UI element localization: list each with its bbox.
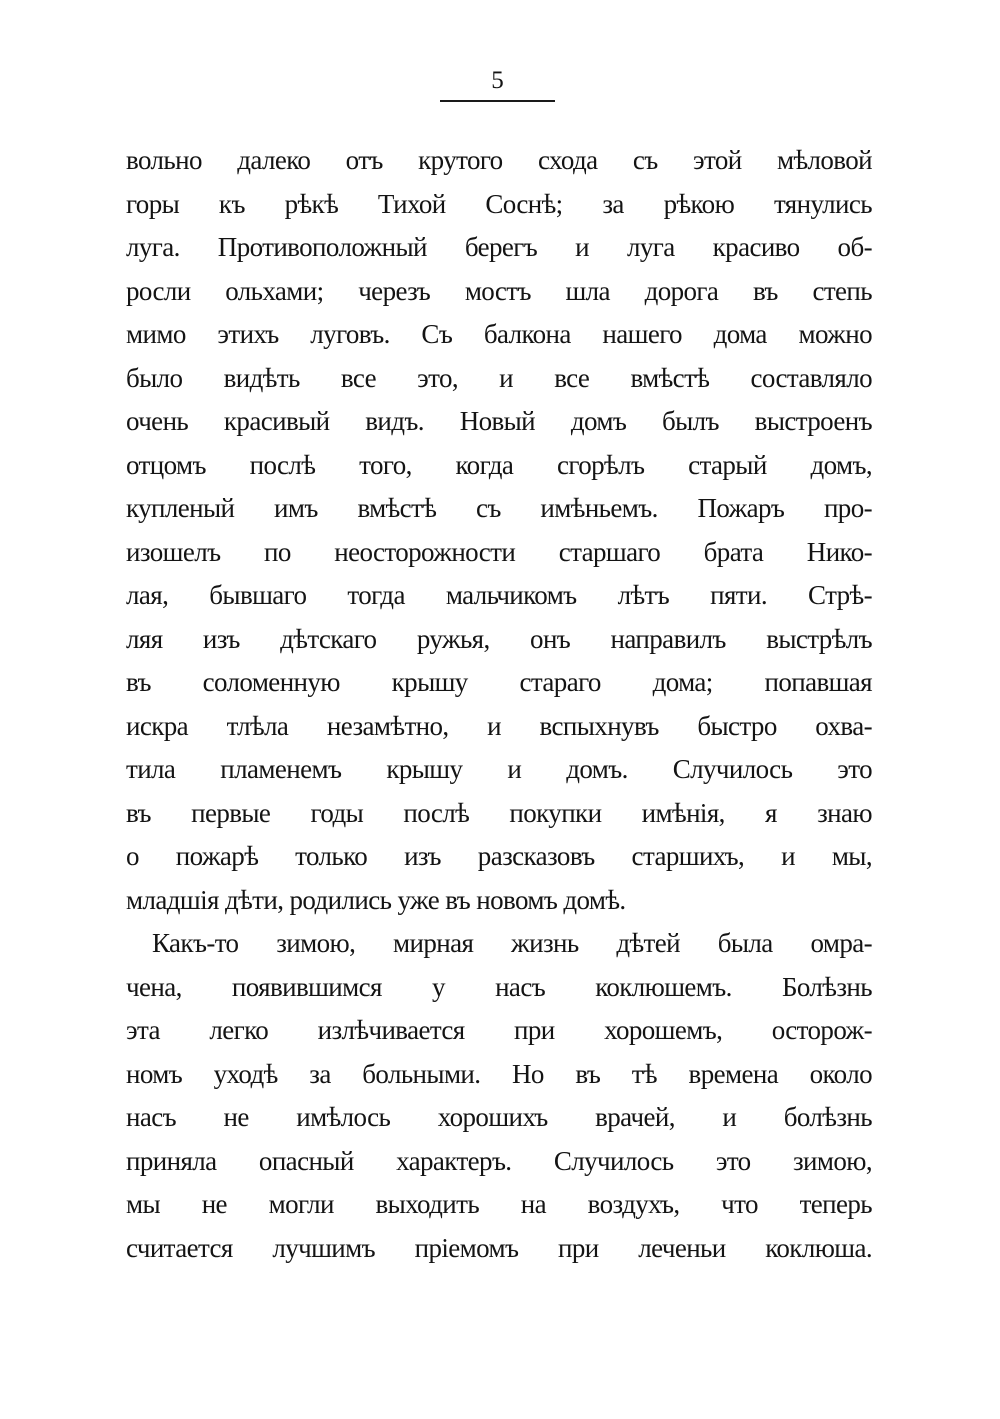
text-line: въ соломенную крышу стараго дома; попавшая xyxy=(126,667,872,697)
text-line: отцомъ послѣ того, когда сгорѣлъ старый домъ, xyxy=(126,449,872,480)
text-line: луга. Противоположный берегъ и луга красиво об- xyxy=(126,232,872,262)
header-rule xyxy=(440,100,555,102)
text-line: росли ольхами; черезъ мостъ шла дорога въ степь xyxy=(126,275,872,306)
paragraph-2 xyxy=(126,922,872,1270)
text-line: горы къ рѣкѣ Тихой Соснѣ; за рѣкою тянулись xyxy=(126,188,872,219)
text-line: номъ уходѣ за больными. Но въ тѣ времена около xyxy=(126,1058,872,1089)
text-line: приняла опасный характеръ. Случилось это зимою, xyxy=(126,1145,872,1176)
text-line: ляя изъ дѣтскаго ружья, онъ направилъ выстрѣлъ xyxy=(126,623,872,654)
body-text xyxy=(126,139,872,1270)
text-line: очень красивый видъ. Новый домъ былъ выстроенъ xyxy=(126,406,872,436)
text-line: считается лучшимъ пріемомъ при леченьи коклюша. xyxy=(126,1232,872,1263)
text-line: мимо этихъ луговъ. Съ балкона нашего дома можно xyxy=(126,319,872,349)
text-line: тила пламенемъ крышу и домъ. Случилось это xyxy=(126,754,872,784)
text-line: Какъ-то зимою, мирная жизнь дѣтей была омра- xyxy=(152,928,872,958)
text-line: младшія дѣти, родились уже въ новомъ домѣ. xyxy=(126,884,626,915)
text-line: искра тлѣла незамѣтно, и вспыхнувъ быстро охва- xyxy=(126,710,872,741)
text-line: чена, появившимся у насъ коклюшемъ. Болѣзнь xyxy=(126,971,872,1002)
page-header xyxy=(440,66,555,102)
text-line: насъ не имѣлось хорошихъ врачей, и болѣзнь xyxy=(126,1102,872,1132)
text-line: мы не могли выходить на воздухъ, что теперь xyxy=(126,1189,872,1219)
text-line: купленый имъ вмѣстѣ съ имѣньемъ. Пожаръ про- xyxy=(126,493,872,523)
text-line: вольно далеко отъ крутого схода съ этой мѣловой xyxy=(126,145,872,175)
text-line: было видѣть все это, и все вмѣстѣ составляло xyxy=(126,362,872,393)
page-number: 5 xyxy=(491,67,504,94)
text-line: въ первые годы послѣ покупки имѣнія, я знаю xyxy=(126,797,872,828)
text-line: изошелъ по неосторожности старшаго брата Нико- xyxy=(126,536,872,567)
paragraph-1 xyxy=(126,139,872,922)
text-line: эта легко излѣчивается при хорошемъ, осторож- xyxy=(126,1015,872,1045)
text-line: лая, бывшаго тогда мальчикомъ лѣтъ пяти. Стрѣ- xyxy=(126,580,872,610)
text-line: о пожарѣ только изъ разсказовъ старшихъ, и мы, xyxy=(126,841,872,871)
